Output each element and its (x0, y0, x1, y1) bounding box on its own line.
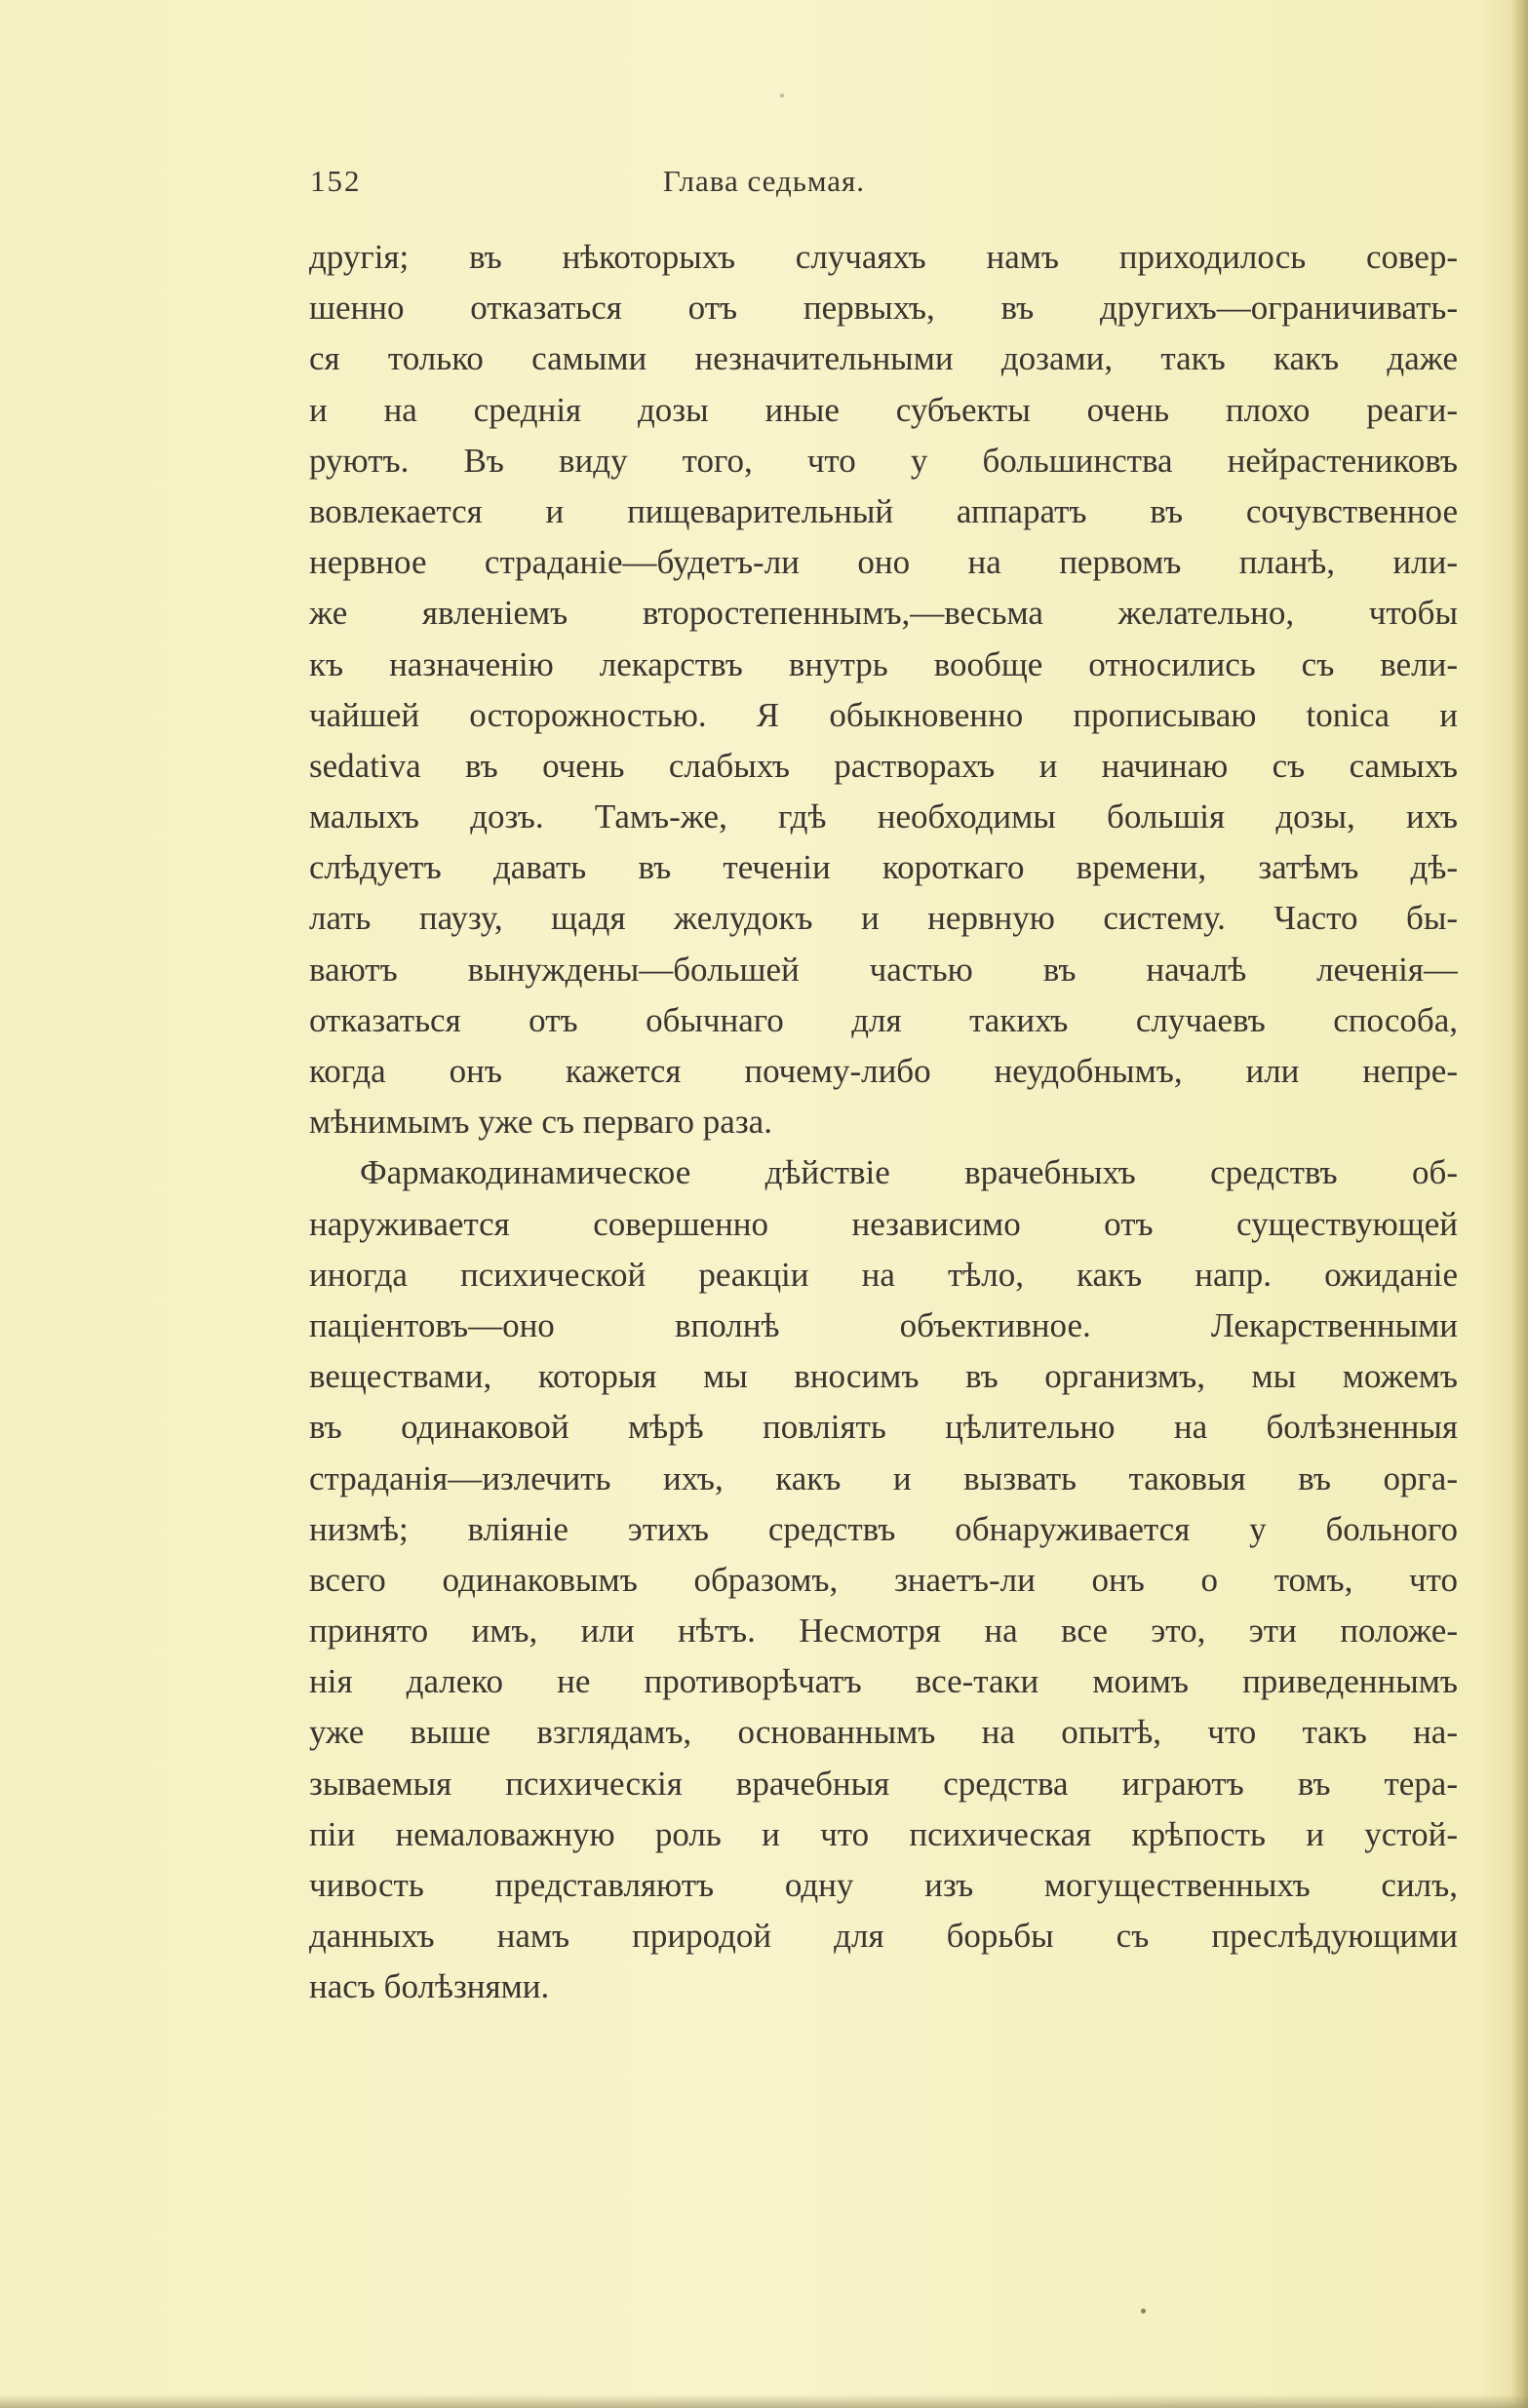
text-line: другія; въ нѣкоторыхъ случаяхъ намъ приходилось совер- (309, 238, 1458, 276)
text-line: sedativa въ очень слабыхъ растворахъ и начинаю съ самыхъ (309, 746, 1458, 785)
text-line: данныхъ намъ природой для борьбы съ преслѣдующими (309, 1917, 1458, 1956)
text-line: наруживается совершенно независимо отъ существующей (309, 1204, 1458, 1243)
page-header (0, 164, 1528, 207)
text-line: лать паузу, щадя желудокъ и нервную систему. Часто бы- (309, 899, 1458, 938)
body-text (309, 232, 1458, 2013)
text-line: всего одинаковымъ образомъ, знаетъ-ли онъ о томъ, что (309, 1560, 1458, 1599)
text-line: малыхъ дозъ. Тамъ-же, гдѣ необходимы большія дозы, ихъ (309, 797, 1458, 836)
text-line: принято имъ, или нѣтъ. Несмотря на все это, эти положе- (309, 1612, 1458, 1651)
text-line: слѣдуетъ давать въ теченіи короткаго времени, затѣмъ дѣ- (309, 848, 1458, 887)
text-line: мѣнимымъ уже съ перваго раза. (309, 1103, 772, 1142)
text-line: шенно отказаться отъ первыхъ, въ другихъ—ограничивать- (309, 289, 1458, 328)
page-edge-shadow (1510, 0, 1528, 2408)
text-line: нервное страданіе—будетъ-ли оно на первомъ планѣ, или- (309, 543, 1458, 582)
text-line: нія далеко не противорѣчатъ все-таки моимъ приведеннымъ (309, 1662, 1458, 1701)
text-line: руютъ. Въ виду того, что у большинства нейрастениковъ (309, 441, 1458, 480)
text-line: иногда психической реакціи на тѣло, какъ напр. ожиданіе (309, 1255, 1458, 1294)
text-line: къ назначенію лекарствъ внутрь вообще относились съ вели- (309, 644, 1458, 683)
text-line: вовлекается и пищеварительный аппаратъ въ сочувственное (309, 491, 1458, 530)
running-title: Глава седьмая. (662, 164, 866, 198)
text-line: ся только самыми незначительными дозами, такъ какъ даже (309, 339, 1458, 378)
paragraph-2 (309, 1147, 1458, 2012)
text-line: ваютъ вынуждены—большей частью въ началѣ леченія— (309, 950, 1458, 989)
paper-speck (780, 94, 784, 97)
text-line: и на среднія дозы иные субъекты очень плохо реаги- (309, 390, 1458, 429)
paragraph-1 (309, 232, 1458, 1147)
text-line: веществами, которыя мы вносимъ въ организмъ, мы можемъ (309, 1357, 1458, 1396)
text-line: паціентовъ—оно вполнѣ объективное. Лекарственными (309, 1305, 1458, 1344)
text-line: страданія—излечить ихъ, какъ и вызвать таковыя въ орга- (309, 1458, 1458, 1497)
text-line: піи немаловажную роль и что психическая крѣпость и устой- (309, 1814, 1458, 1853)
paper-speck (1141, 2309, 1146, 2313)
text-line: низмѣ; вліяніе этихъ средствъ обнаруживается у больного (309, 1509, 1458, 1548)
text-line: же явленіемъ второстепеннымъ,—весьма желательно, чтобы (309, 594, 1458, 633)
text-line: насъ болѣзнями. (309, 1967, 550, 2006)
text-line: когда онъ кажется почему-либо неудобнымъ, или непре- (309, 1052, 1458, 1090)
text-line: отказаться отъ обычнаго для такихъ случаевъ способа, (309, 1000, 1458, 1039)
text-line: чивость представляютъ одну изъ могущественныхъ силъ, (309, 1866, 1458, 1904)
text-line: Фармакодинамическое дѣйствіе врачебныхъ средствъ об- (360, 1153, 1458, 1192)
text-line: въ одинаковой мѣрѣ повліять цѣлительно на болѣзненныя (309, 1408, 1458, 1447)
page-bottom-shadow (0, 2394, 1528, 2408)
text-line: уже выше взглядамъ, основаннымъ на опытѣ, что такъ на- (309, 1713, 1458, 1752)
page-number: 152 (310, 164, 362, 198)
text-line: чайшей осторожностью. Я обыкновенно прописываю tonica и (309, 695, 1458, 734)
text-line: зываемыя психическія врачебныя средства играютъ въ тера- (309, 1764, 1458, 1803)
